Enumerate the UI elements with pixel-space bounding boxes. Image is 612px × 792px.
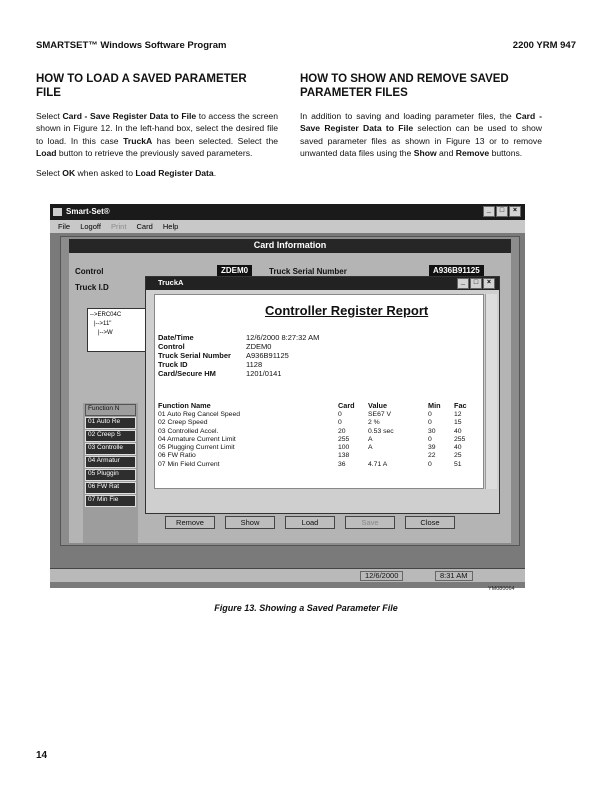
show-remove-instructions: In addition to saving and loading parameter files, the Card - Save Register Data to File selection can be used to show saved parameter files as shown in Figure 13 or to remove unwanted data files using the Show and Remove buttons. <box>300 111 542 158</box>
load-button[interactable]: Load <box>285 516 335 529</box>
list-item[interactable]: 03 Controlle <box>85 443 136 455</box>
list-item[interactable]: 04 Armatur <box>85 456 136 468</box>
report-page <box>154 294 484 489</box>
report-window <box>145 276 500 514</box>
document-number: 2200 YRM 947 <box>512 40 576 51</box>
menu-bar <box>50 220 525 233</box>
control-label: Control <box>75 267 104 276</box>
list-item[interactable]: 02 Creep S <box>85 430 136 442</box>
running-header-title: SMARTSET™ Windows Software Program <box>36 40 227 51</box>
app-title-bar <box>50 204 525 220</box>
menu-print[interactable]: Print <box>111 222 127 231</box>
truck-id-label: Truck I.D <box>75 283 109 292</box>
report-field: Truck Serial Number A936B91125 <box>158 351 289 360</box>
close-button[interactable]: Close <box>405 516 455 529</box>
table-row: 04 Armature Current Limit 255 A 0 255 <box>158 435 466 443</box>
minimize-icon[interactable]: _ <box>483 206 495 217</box>
panel-title: Card Information <box>69 239 511 253</box>
report-field: Date/Time 12/6/2000 8:27:32 AM <box>158 333 320 342</box>
page-number: 14 <box>36 750 48 761</box>
table-row: 06 FW Ratio 138 22 25 <box>158 452 462 460</box>
status-date: 12/6/2000 <box>360 571 403 581</box>
save-button[interactable]: Save <box>345 516 395 529</box>
section-title-show-remove: HOW TO SHOW AND REMOVE SAVED PARAMETER FILES <box>300 73 509 99</box>
serial-label: Truck Serial Number <box>269 267 347 276</box>
report-field: Card/Secure HM 1201/0141 <box>158 369 282 378</box>
left-column <box>36 72 278 187</box>
status-time: 8:31 AM <box>435 571 473 581</box>
figure-caption: Figure 13. Showing a Saved Parameter File <box>214 603 398 613</box>
list-item: Function N <box>85 404 136 416</box>
app-title: Smart-Set® <box>66 207 110 216</box>
list-item[interactable]: 01 Auto Re <box>85 417 136 429</box>
table-row: 02 Creep Speed 0 2 % 0 15 <box>158 419 462 427</box>
list-item[interactable]: 06 FW Rat <box>85 482 136 494</box>
right-column <box>300 72 542 167</box>
report-field: Control ZDEM0 <box>158 342 272 351</box>
table-row: 03 Controlled Accel. 20 0.53 sec 30 40 <box>158 427 462 435</box>
file-tree[interactable]: -->ERC04C |-->11" |-->W <box>87 308 147 352</box>
load-instructions: Select Card - Save Register Data to File to access the screen shown in Figure 12. In the left-hand box, select the desired file to load. In this case TruckA has been selected. Select the Load button to retrieve the previously saved parameters. <box>36 111 278 158</box>
maximize-icon[interactable]: □ <box>496 206 508 217</box>
close-icon[interactable]: × <box>509 206 521 217</box>
close-icon[interactable]: × <box>483 278 495 289</box>
section-title-load: HOW TO LOAD A SAVED PARAMETER FILE <box>36 73 247 99</box>
minimize-icon[interactable]: _ <box>457 278 469 289</box>
table-row: 07 Min Field Current 36 4.71 A 0 51 <box>158 460 462 468</box>
list-item[interactable]: 05 Pluggin <box>85 469 136 481</box>
maximize-icon[interactable]: □ <box>470 278 482 289</box>
menu-file[interactable]: File <box>58 222 71 231</box>
menu-help[interactable]: Help <box>162 222 179 231</box>
action-buttons <box>165 516 455 529</box>
function-list <box>83 403 138 543</box>
control-value: ZDEM0 <box>217 265 252 276</box>
show-button[interactable]: Show <box>225 516 275 529</box>
serial-value: A936B91125 <box>429 265 484 276</box>
register-table <box>158 401 478 469</box>
table-header: Function Name Card Value Min Fac <box>158 401 467 410</box>
table-row: 05 Plugging Current Limit 100 A 39 40 <box>158 444 462 452</box>
status-bar <box>50 568 525 582</box>
list-item[interactable]: 07 Min Fie <box>85 495 136 507</box>
remove-button[interactable]: Remove <box>165 516 215 529</box>
load-confirm-instructions: Select OK when asked to Load Register Data. <box>36 168 217 179</box>
system-menu-icon[interactable] <box>53 208 62 216</box>
menu-logoff[interactable]: Logoff <box>80 222 101 231</box>
menu-card[interactable]: Card <box>136 222 153 231</box>
report-heading: Controller Register Report <box>265 303 429 318</box>
report-title-bar: TruckA _ □ × <box>146 277 499 290</box>
report-scrollbar[interactable] <box>485 294 497 489</box>
figure-screenshot <box>50 204 525 588</box>
image-code: YM080064 <box>488 586 515 592</box>
report-field: Truck ID 1128 <box>158 360 263 369</box>
table-row: 01 Auto Reg Cancel Speed 0 SE67 V 0 12 <box>158 411 462 418</box>
